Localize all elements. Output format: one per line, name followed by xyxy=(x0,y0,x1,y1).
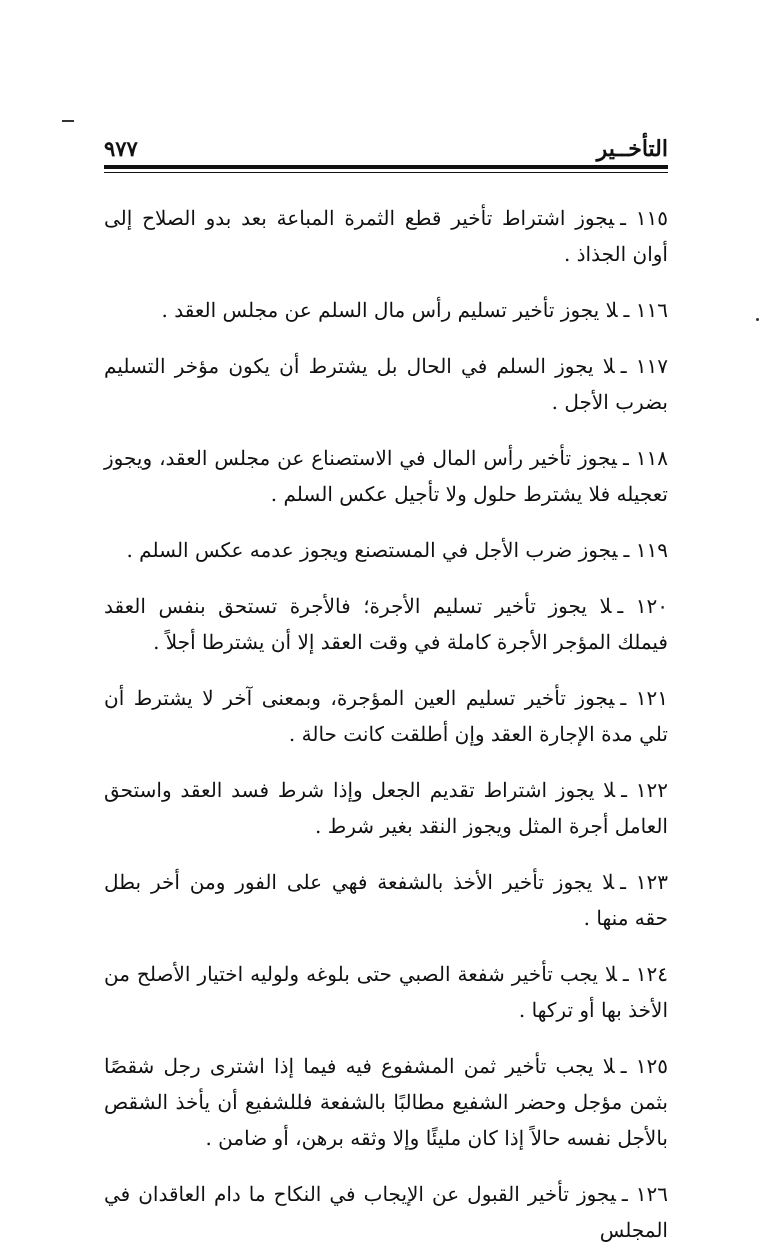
rule-number: ١١٥ ـ xyxy=(620,206,668,230)
running-header xyxy=(104,136,668,162)
rule-item xyxy=(104,680,668,752)
rule-number: ١٢٤ ـ xyxy=(622,962,668,986)
rule-text: يجوز تأخير رأس المال في الاستصناع عن مجلس العقد، ويجوز تعجيله فلا يشترط حلول ولا تأجيل عكس السلم . xyxy=(104,446,668,506)
rule-number: ١١٨ ـ xyxy=(622,446,669,470)
rule-text: يجوز اشتراط تأخير قطع الثمرة المباعة بعد بدو الصلاح إلى أوان الجذاذ . xyxy=(104,206,668,266)
rule-item xyxy=(104,1048,668,1156)
rule-item xyxy=(104,1176,668,1248)
rule-text: لا يجب تأخير شفعة الصبي حتى بلوغه ولوليه اختيار الأصلح من الأخذ بها أو تركها . xyxy=(104,962,668,1022)
rule-item xyxy=(104,864,668,936)
rule-item xyxy=(104,956,668,1028)
rule-number: ١١٦ ـ xyxy=(623,298,668,322)
rule-text: لا يجب تأخير ثمن المشفوع فيه فيما إذا اشترى رجل شقصًا بثمن مؤجل وحضر الشفيع مطالبًا بالشفعة فللشفيع أن يأخذ الشقص بالأجل نفسه حالاً إذا كان مليئًا وإلا وثقه برهن، أو ضامن . xyxy=(104,1054,669,1150)
rule-text: يجوز ضرب الأجل في المستصنع ويجوز عدمه عكس السلم . xyxy=(126,538,618,562)
rule-number: ١٢٥ ـ xyxy=(620,1054,668,1078)
rule-text: لا يجوز السلم في الحال بل يشترط أن يكون مؤخر التسليم بضرب الأجل . xyxy=(104,354,668,414)
page-number: ٩٧٧ xyxy=(104,136,138,161)
rule-text: لا يجوز اشتراط تقديم الجعل وإذا شرط فسد العقد واستحق العامل أجرة المثل ويجوز النقد بغير شرط . xyxy=(104,778,668,838)
rule-number: ١١٧ ـ xyxy=(620,354,668,378)
rule-text: يجوز تأخير تسليم العين المؤجرة، وبمعنى آخر لا يشترط أن تلي مدة الإجارة العقد وإن أطلقت كانت حالة . xyxy=(104,686,668,746)
header-rule-thick xyxy=(104,165,668,169)
rule-number: ١١٩ ـ xyxy=(623,538,668,562)
page-body xyxy=(104,180,668,1255)
rule-item xyxy=(104,532,668,568)
stray-dot-mark xyxy=(756,318,759,321)
rule-number: ١٢٢ ـ xyxy=(621,778,668,802)
rule-text: لا يجوز تأخير تسليم الأجرة؛ فالأجرة تستحق بنفس العقد فيملك المؤجر الأجرة كاملة في وقت العقد إلا أن يشترطا أجلاً . xyxy=(104,594,668,654)
rule-text: لا يجوز تأخير الأخذ بالشفعة فهي على الفور ومن أخر بطل حقه منها . xyxy=(104,870,668,930)
rule-item xyxy=(104,440,668,512)
rule-text: يجوز تأخير القبول عن الإيجاب في النكاح ما دام العاقدان في المجلس xyxy=(104,1182,668,1242)
rule-item xyxy=(104,292,668,328)
rule-item xyxy=(104,588,668,660)
rule-item xyxy=(104,772,668,844)
rule-number: ١٢٠ ـ xyxy=(617,594,668,618)
rule-item xyxy=(104,200,668,272)
header-rule-thin xyxy=(104,172,668,173)
rule-item xyxy=(104,348,668,420)
rule-number: ١٢٦ ـ xyxy=(621,1182,668,1206)
rule-number: ١٢١ ـ xyxy=(620,686,669,710)
rule-text: لا يجوز تأخير تسليم رأس مال السلم عن مجلس العقد . xyxy=(161,298,618,322)
rule-number: ١٢٣ ـ xyxy=(620,870,669,894)
running-header-title: التأخــير xyxy=(596,136,668,162)
stray-dash-mark xyxy=(62,120,74,122)
